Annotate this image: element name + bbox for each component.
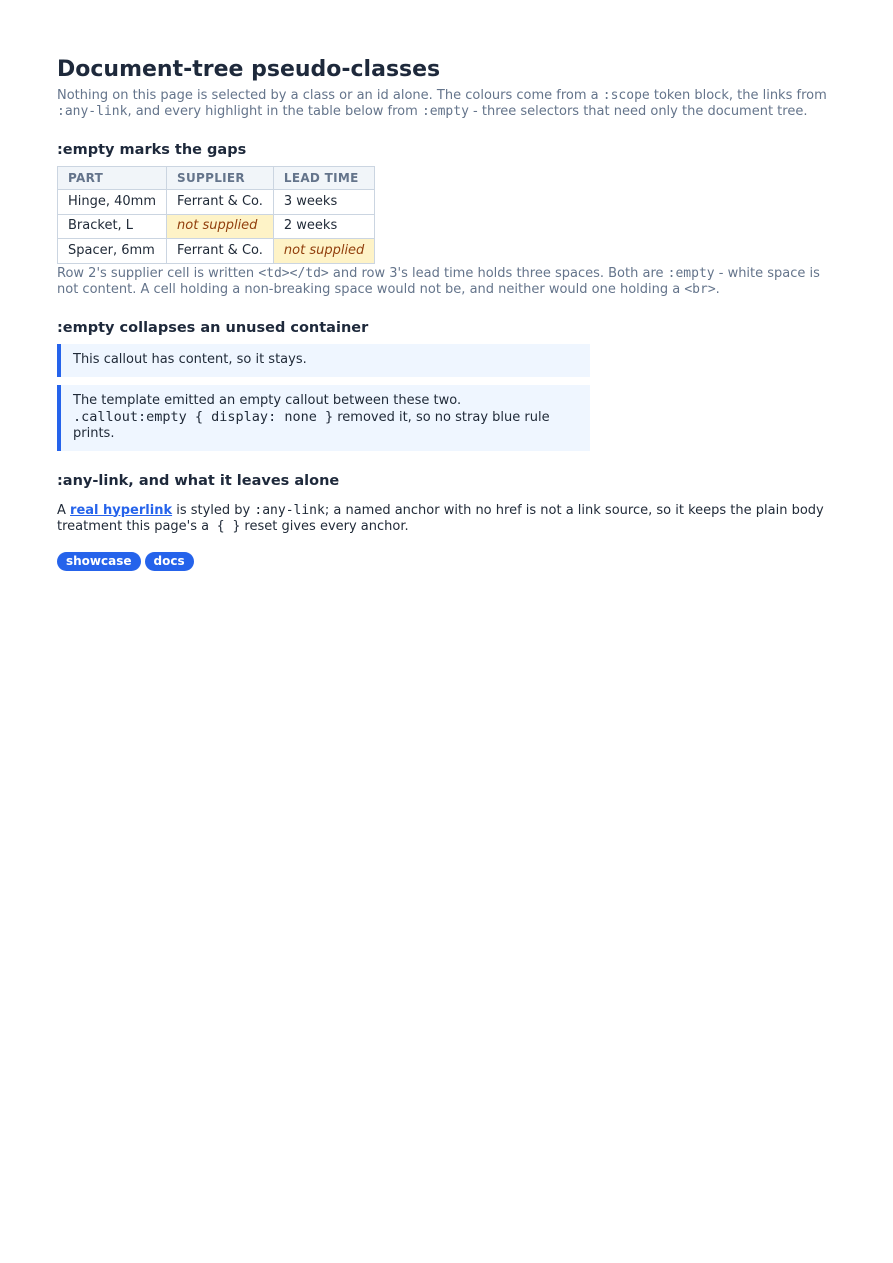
- table-cell: Spacer, 6mm: [58, 239, 167, 264]
- table-note: Row 2's supplier cell is written <td></td> and row 3's lead time holds three spaces. Both are :empty - white space is not content. A cell holding a non-breaking space would not be, and neither would one holding a <br>.: [57, 265, 820, 297]
- table-cell: 2 weeks: [273, 214, 374, 239]
- section-heading-empty-gaps: :empty marks the gaps: [57, 142, 247, 158]
- table-cell: Bracket, L: [58, 214, 167, 239]
- column-header-supplier: SUPPLIER: [167, 167, 274, 190]
- table-row: [58, 190, 375, 215]
- callout-content: This callout has content, so it stays.: [57, 344, 590, 377]
- real-hyperlink[interactable]: real hyperlink: [70, 502, 173, 518]
- column-header-lead-time: LEAD TIME: [273, 167, 374, 190]
- section-heading-any-link: :any-link, and what it leaves alone: [57, 472, 340, 489]
- table-row: [58, 214, 375, 239]
- tag-showcase[interactable]: showcase: [57, 552, 141, 571]
- intro-paragraph: Nothing on this page is selected by a class or an id alone. The colours come from a :scope token block, the links from :any-link, and every highlight in the table below from :empty - three selectors that need only the document tree.: [57, 88, 827, 119]
- table-row: [58, 239, 375, 264]
- table-cell: Ferrant & Co.: [167, 239, 274, 264]
- table-cell: Ferrant & Co.: [167, 190, 274, 215]
- parts-table: [57, 166, 375, 264]
- callout-explanation: The template emitted an empty callout between these two. .callout:empty { display: none } removed it, so no stray blue rule prints.: [57, 385, 590, 451]
- tag-docs[interactable]: docs: [145, 552, 194, 571]
- table-cell: Hinge, 40mm: [58, 190, 167, 215]
- empty-cell-highlight: not supplied: [273, 239, 374, 264]
- section-heading-empty-container: :empty collapses an unused container: [57, 319, 369, 336]
- any-link-paragraph: A real hyperlink is styled by :any-link; a named anchor with no href is not a link source, so it keeps the plain body treatment this page's a { } reset gives every anchor.: [57, 502, 824, 534]
- table-cell: 3 weeks: [273, 190, 374, 215]
- empty-cell-highlight: not supplied: [167, 214, 274, 239]
- column-header-part: PART: [58, 167, 167, 190]
- table-header-row: [58, 167, 375, 190]
- tag-list: [57, 552, 836, 571]
- page-title: Document-tree pseudo-classes: [57, 57, 441, 82]
